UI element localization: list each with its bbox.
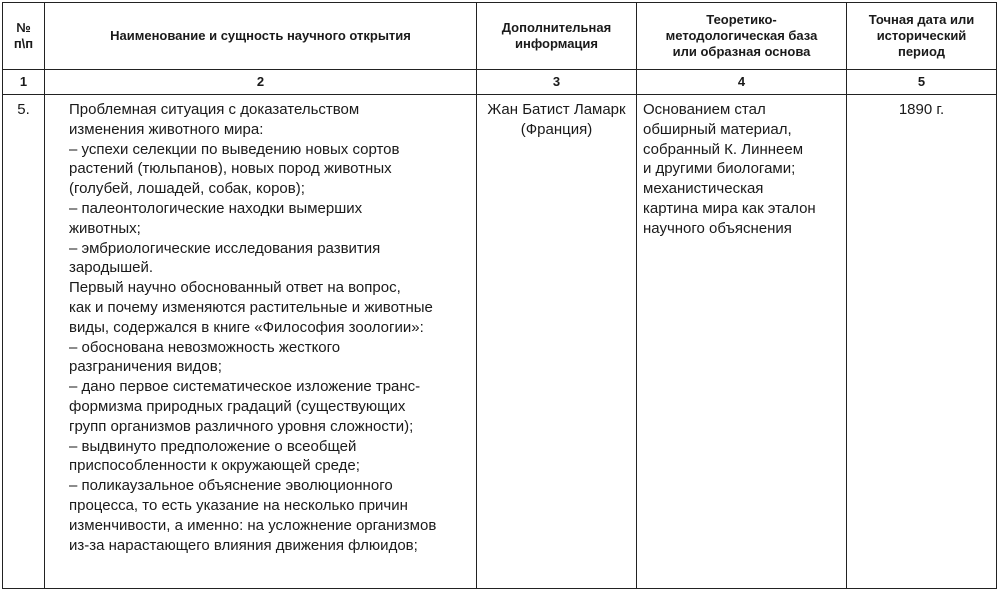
header-cell-basis: Теоретико- методологическая база или образная основа (637, 3, 847, 70)
text-line: – эмбриологические исследования развития (69, 239, 381, 257)
text-line: приспособленности к окружающей среде; (69, 457, 360, 475)
additional-info (477, 95, 637, 589)
column-number: 2 (45, 70, 477, 95)
text-line: механистическая (643, 180, 764, 198)
header-cell-number: № п\п (3, 3, 45, 70)
text-line: (Франция) (520, 120, 593, 138)
text-line: Жан Батист Ламарк (487, 101, 626, 118)
theoretical-basis (637, 95, 847, 589)
column-number: 1 (3, 70, 45, 95)
header-cell-info: Дополнительная информация (477, 3, 637, 70)
text-line: формизма природных градаций (существующих (69, 397, 406, 415)
column-number-row (3, 70, 997, 95)
text-line: Основанием стал (643, 101, 766, 118)
text-line: групп организмов различного уровня сложности); (69, 417, 414, 435)
text-line: процесса, то есть указание на несколько причин (69, 496, 408, 514)
row-number: 5. (3, 95, 45, 589)
table-row (3, 95, 997, 589)
text-line: зародышей. (69, 259, 154, 277)
text-line: животных; (69, 219, 141, 237)
text-line: картина мира как эталон (643, 199, 816, 217)
text-line: изменения животного мира: (69, 120, 264, 138)
text-line: Первый научно обоснованный ответ на вопрос, (69, 279, 401, 297)
text-line: – обоснована невозможность жесткого (69, 338, 341, 356)
text-line: – выдвинуто предположение о всеобщей (69, 437, 357, 455)
text-line: – палеонтологические находки вымерших (69, 199, 363, 217)
text-line: растений (тюльпанов), новых пород животных (69, 160, 392, 178)
text-line: Проблемная ситуация с доказательством (69, 101, 360, 118)
text-line: собранный К. Линнеем (643, 140, 804, 158)
text-line: научного объяснения (643, 219, 792, 237)
text-line: обширный материал, (643, 120, 792, 138)
discovery-description (45, 95, 477, 589)
text-line: как и почему изменяются растительные и животные (69, 298, 433, 316)
text-line: изменчивости, а именно: на усложнение организмов (69, 516, 437, 534)
text-line: виды, содержался в книге «Философия зоологии»: (69, 318, 424, 336)
column-number: 4 (637, 70, 847, 95)
text-line: и другими биологами; (643, 160, 796, 178)
text-line: (голубей, лошадей, собак, коров); (69, 180, 305, 198)
discoveries-table (2, 2, 997, 589)
text-line: разграничения видов; (69, 358, 222, 376)
header-cell-date: Точная дата или исторический период (847, 3, 997, 70)
text-line: – дано первое систематическое изложение транс- (69, 378, 421, 396)
text-line: из-за нарастающего влияния движения флюидов; (69, 536, 418, 554)
text-line: – успехи селекции по выведению новых сортов (69, 140, 400, 158)
column-number: 5 (847, 70, 997, 95)
header-cell-name: Наименование и сущность научного открытия (45, 3, 477, 70)
text-line: – поликаузальное объяснение эволюционного (69, 477, 393, 495)
header-row (3, 3, 997, 70)
column-number: 3 (477, 70, 637, 95)
discovery-date: 1890 г. (847, 95, 997, 589)
